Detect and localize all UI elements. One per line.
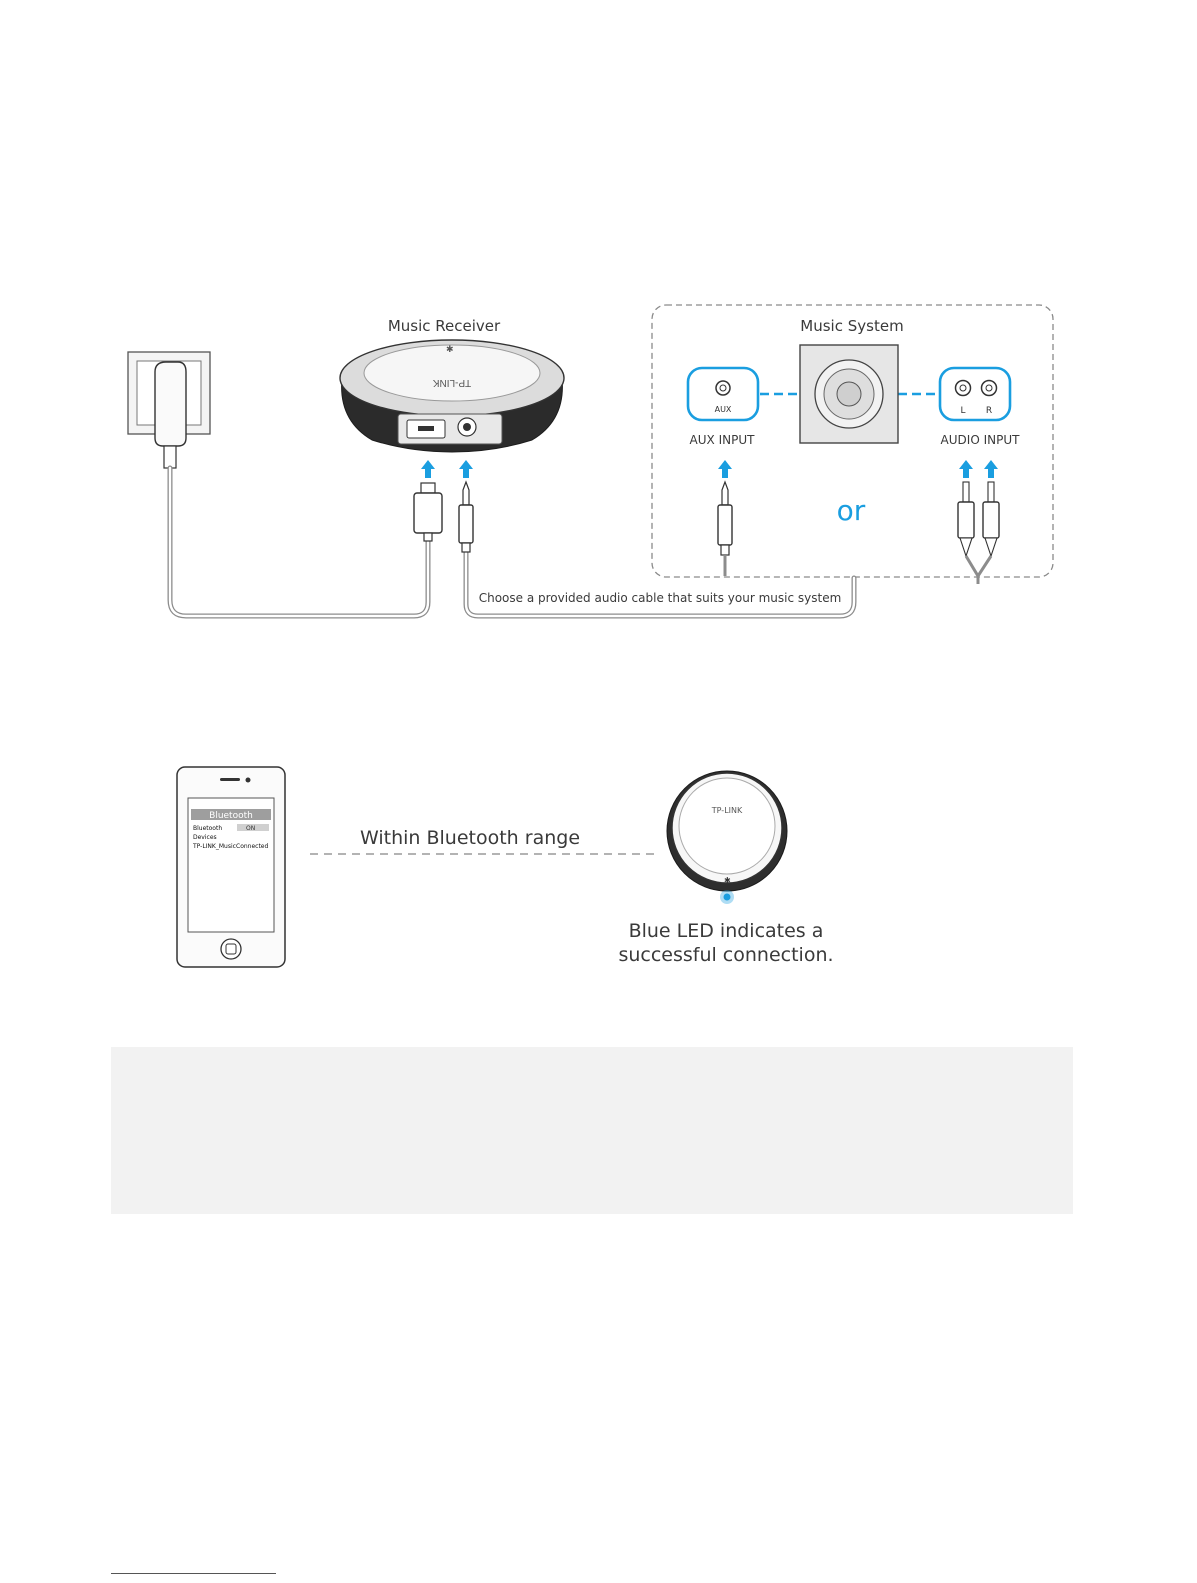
rca-ports-icon [940, 368, 1010, 420]
led-note-line1: Blue LED indicates a [628, 920, 824, 942]
receiver-brand-text: TP-LINK [432, 377, 472, 388]
aux-input-label: AUX INPUT [689, 433, 755, 447]
right-channel-label: R [985, 406, 993, 416]
aux-port-label: AUX [714, 405, 732, 414]
rca-plugs-icon [958, 482, 999, 584]
upload-arrows-receiver [421, 460, 473, 478]
upload-arrows-system [718, 460, 998, 478]
receiver-top-brand: TP-LINK [711, 806, 743, 815]
receiver-top-view-icon [667, 771, 787, 904]
note-box [111, 1047, 1073, 1214]
blue-led-icon [724, 894, 731, 901]
phone-bluetooth-row: Bluetooth [193, 825, 223, 832]
connection-diagram [0, 0, 1197, 640]
phone-icon [177, 767, 285, 967]
audio-jack-plug-icon [459, 482, 473, 552]
footer-rule [111, 1573, 276, 1574]
svg-text:✱: ✱ [724, 876, 731, 885]
phone-device-name: TP-LINK_Music [193, 843, 236, 850]
svg-text:✱: ✱ [446, 344, 454, 354]
cable-note: Choose a provided audio cable that suits your music system [478, 591, 842, 605]
phone-devices-label: Devices [193, 834, 217, 841]
speaker-icon [800, 345, 898, 443]
led-note-line2: successful connection. [618, 944, 834, 966]
phone-screen-title: Bluetooth [209, 811, 253, 821]
phone-bluetooth-value: ON [246, 825, 256, 832]
music-receiver-label: Music Receiver [387, 317, 501, 335]
music-receiver-icon [340, 340, 564, 452]
audio-input-label: AUDIO INPUT [940, 433, 1020, 447]
bluetooth-diagram [0, 740, 1197, 980]
power-cable [170, 468, 428, 616]
aux-plug-icon [718, 482, 732, 576]
range-label: Within Bluetooth range [359, 827, 581, 849]
left-channel-label: L [960, 406, 966, 416]
audio-cable [466, 550, 854, 616]
micro-usb-plug-icon [414, 483, 442, 541]
music-system-label: Music System [800, 317, 904, 335]
power-adapter-icon [128, 352, 210, 468]
phone-device-status: Connected [236, 843, 269, 850]
or-label: or [836, 494, 866, 527]
